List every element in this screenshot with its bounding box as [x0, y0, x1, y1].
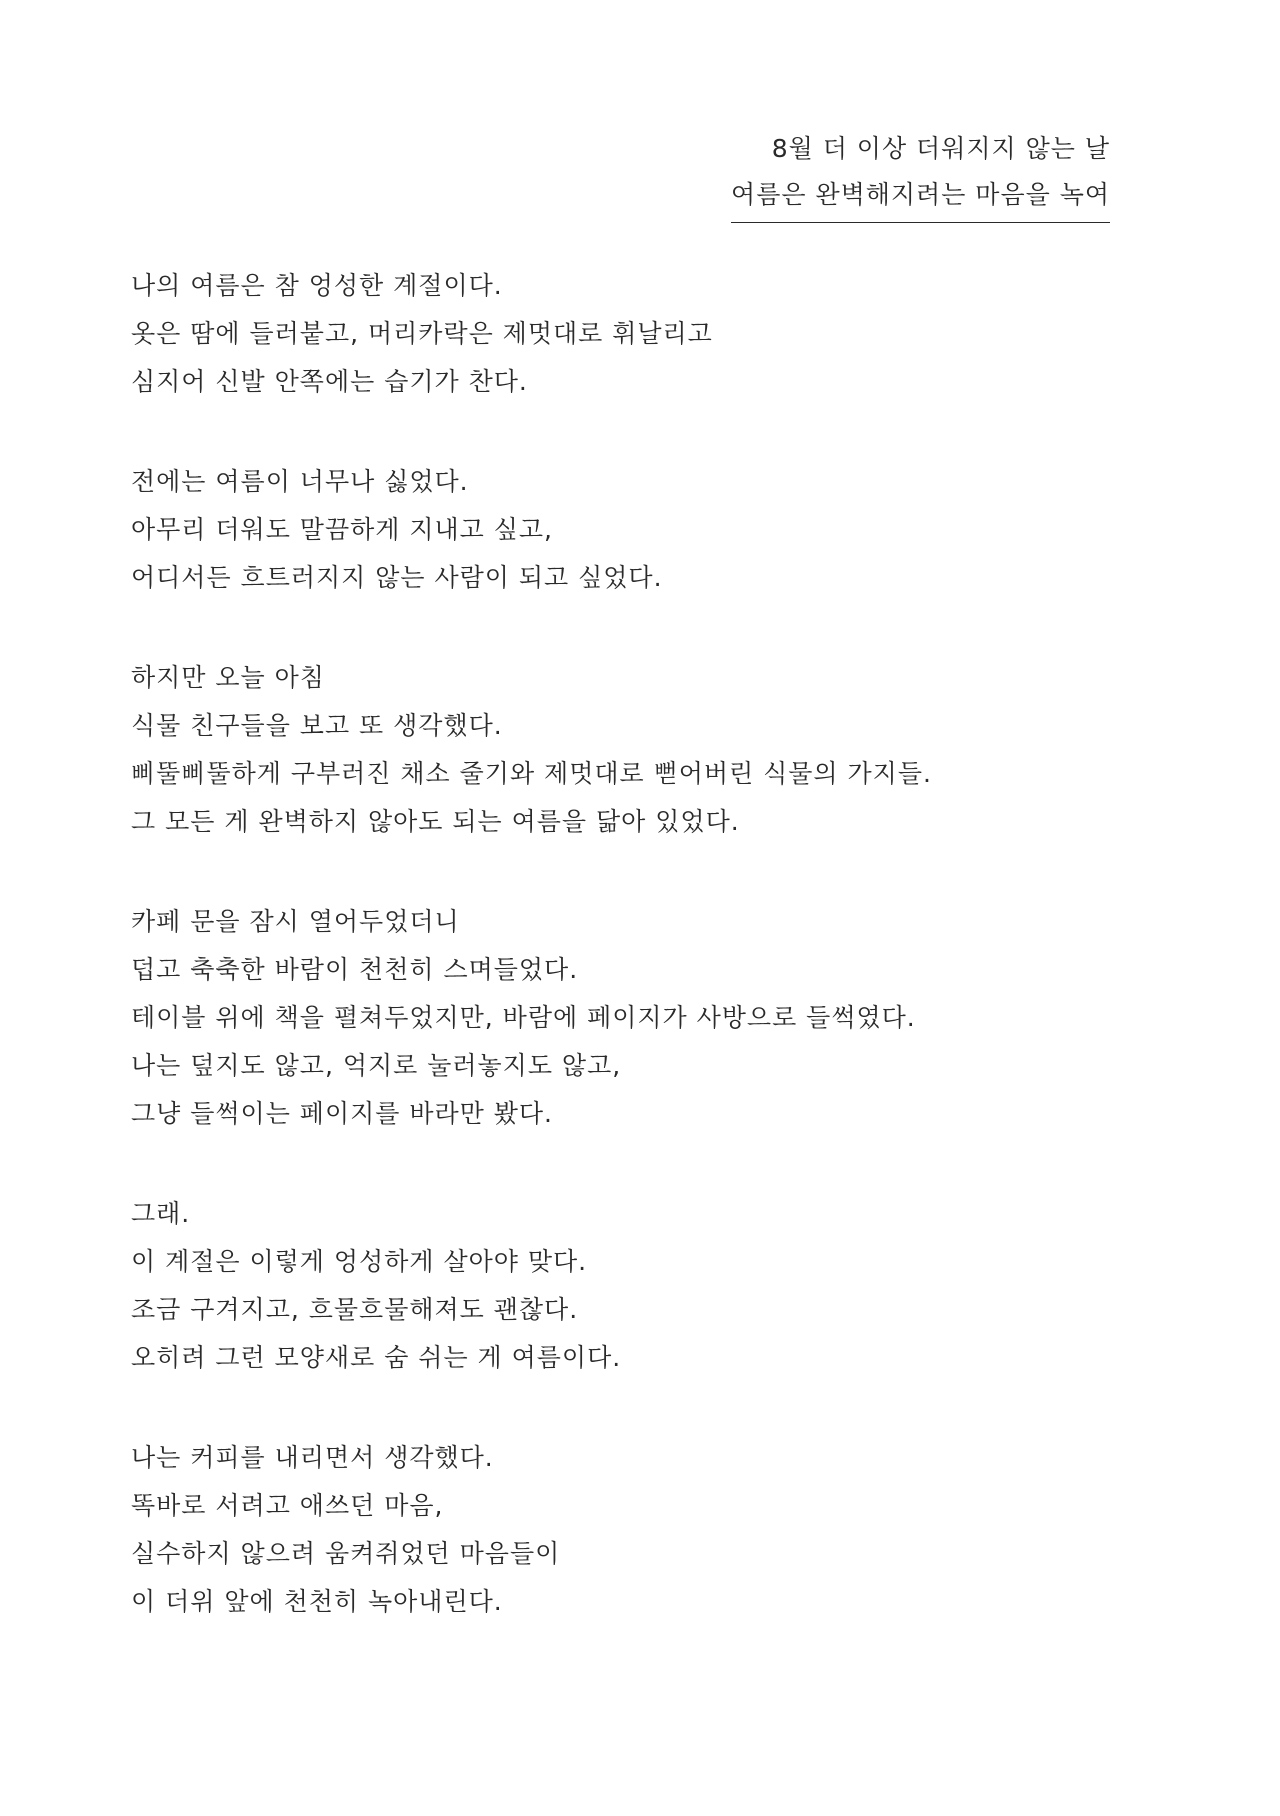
essay-body — [131, 262, 1131, 1678]
text-line: 그래. — [131, 1199, 191, 1228]
text-line: 그 모든 게 완벽하지 않아도 되는 여름을 닮아 있었다. — [131, 807, 740, 836]
text-line: 삐뚤삐뚤하게 구부러진 채소 줄기와 제멋대로 뻗어버린 식물의 가지들. — [131, 759, 932, 788]
text-line: 덥고 축축한 바람이 천천히 스며들었다. — [131, 955, 579, 984]
text-line: 이 더위 앞에 천천히 녹아내린다. — [131, 1587, 503, 1616]
paragraph — [131, 1190, 1131, 1382]
paragraph — [131, 898, 1131, 1138]
text-line: 옷은 땀에 들러붙고, 머리카락은 제멋대로 휘날리고 — [131, 319, 713, 348]
text-line: 조금 구겨지고, 흐물흐물해져도 괜찮다. — [131, 1295, 579, 1324]
subtitle: 여름은 완벽해지려는 마음을 녹여 — [731, 180, 1110, 209]
paragraph — [131, 654, 1131, 846]
text-line: 오히려 그런 모양새로 숨 쉬는 게 여름이다. — [131, 1343, 622, 1372]
paragraph — [131, 262, 1131, 406]
title-block — [731, 126, 1110, 223]
date-title: 8월 더 이상 더워지지 않는 날 — [771, 134, 1110, 163]
text-line: 카페 문을 잠시 열어두었더니 — [131, 907, 460, 936]
text-line: 나는 덮지도 않고, 억지로 눌러놓지도 않고, — [131, 1051, 622, 1080]
text-line: 어디서든 흐트러지지 않는 사람이 되고 싶었다. — [131, 563, 663, 592]
text-line: 전에는 여름이 너무나 싫었다. — [131, 467, 469, 496]
title-underline — [731, 222, 1110, 223]
paragraph — [131, 458, 1131, 602]
text-line: 실수하지 않으려 움켜쥐었던 마음들이 — [131, 1539, 561, 1568]
text-line: 나는 커피를 내리면서 생각했다. — [131, 1443, 494, 1472]
text-line: 테이블 위에 책을 펼쳐두었지만, 바람에 페이지가 사방으로 들썩였다. — [131, 1003, 916, 1032]
paragraph — [131, 1434, 1131, 1626]
text-line: 똑바로 서려고 애쓰던 마음, — [131, 1491, 444, 1520]
text-line: 나의 여름은 참 엉성한 계절이다. — [131, 271, 503, 300]
text-line: 하지만 오늘 아침 — [131, 663, 325, 692]
text-line: 식물 친구들을 보고 또 생각했다. — [131, 711, 503, 740]
text-line: 심지어 신발 안쪽에는 습기가 찬다. — [131, 367, 528, 396]
text-line: 아무리 더워도 말끔하게 지내고 싶고, — [131, 515, 553, 544]
text-line: 이 계절은 이렇게 엉성하게 살아야 맞다. — [131, 1247, 588, 1276]
text-line: 그냥 들썩이는 페이지를 바라만 봤다. — [131, 1099, 553, 1128]
